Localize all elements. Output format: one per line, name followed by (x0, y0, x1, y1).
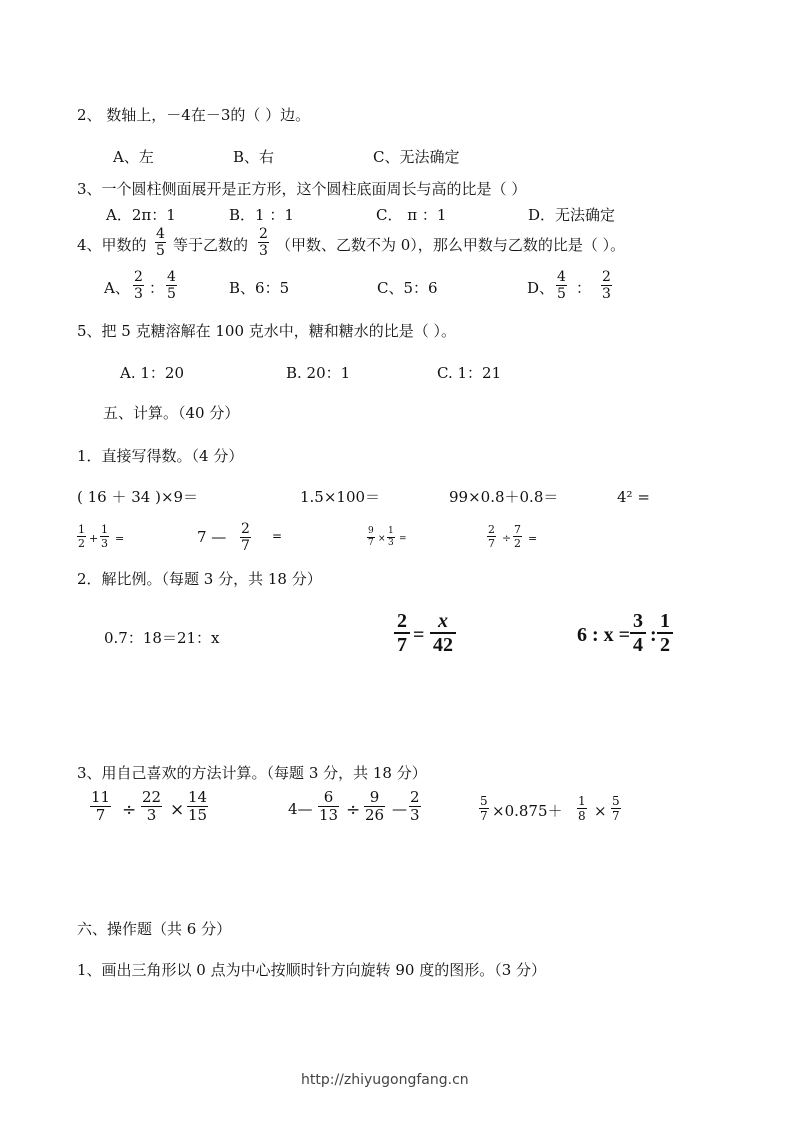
q4-option-a-fraction1 (133, 270, 144, 301)
q2-option-c: C、无法确定 (373, 148, 460, 166)
section5-sub3-title: 3、用自己喜欢的方法计算。（每题 3 分，共 18 分） (77, 764, 427, 782)
fraction-numerator: 14 (188, 788, 208, 806)
q2-option-b: B、右 (233, 148, 275, 166)
direct-calc-8-op: ÷ (502, 532, 512, 545)
q3-stem: 3、一个圆柱侧面展开是正方形，这个圆柱底面周长与高的比是（ ） (77, 180, 527, 198)
fraction-numerator: 4 (557, 269, 566, 285)
proportion-3-colon: : (650, 624, 657, 646)
section6-title: 六、操作题（共 6 分） (77, 920, 232, 938)
calc-3-frac2 (577, 795, 587, 822)
calc-1-op2: × (170, 800, 185, 820)
calc-3-op: × (594, 802, 607, 820)
fraction-numerator: 2 (602, 269, 611, 285)
q4-option-b: B、6：5 (229, 279, 290, 297)
fraction-denominator: 5 (156, 243, 165, 259)
calc-1-frac1 (90, 790, 111, 823)
fraction-numerator: 1 (78, 523, 85, 536)
calc-1-frac2 (141, 790, 162, 823)
proportion-2-eq: = (413, 624, 425, 646)
fraction-numerator: x (438, 610, 448, 632)
proportion-3-frac1 (630, 611, 646, 655)
q2-stem: 2、 数轴上，－4在－3的（ ）边。 (77, 106, 311, 124)
q3-option-d: D．无法确定 (528, 206, 616, 224)
fraction-denominator: 7 (480, 809, 488, 823)
calc-2-frac2 (364, 790, 385, 823)
direct-calc-3: 99×0.8＋0.8＝ (449, 488, 559, 506)
direct-calc-5-frac1 (77, 524, 86, 549)
q4-stem-part1: 4、甲数的 (77, 236, 147, 254)
q5-option-c: C. 1：21 (437, 364, 502, 382)
direct-calc-5-eq: = (115, 532, 125, 545)
proportion-2-frac1 (394, 611, 410, 655)
fraction-denominator: 26 (365, 806, 385, 824)
proportion-2-frac2 (430, 611, 456, 655)
direct-calc-7-frac2 (387, 527, 395, 548)
fraction-numerator: 2 (410, 788, 420, 806)
direct-calc-8-eq: = (528, 532, 538, 545)
section5-sub1-title: 1．直接写得数。（4 分） (77, 447, 244, 465)
fraction-numerator: 5 (612, 794, 620, 808)
fraction-denominator: 3 (134, 286, 143, 302)
fraction-denominator: 7 (612, 809, 620, 823)
q4-option-d-colon: ： (576, 279, 592, 297)
fraction-denominator: 3 (101, 537, 108, 550)
fraction-denominator: 3 (146, 806, 157, 824)
footer-url[interactable]: http://zhiyugongfang.cn (301, 1072, 469, 1088)
q4-option-a-fraction2 (166, 270, 177, 301)
calc-3-frac1 (479, 795, 489, 822)
direct-calc-7-op: × (378, 534, 386, 544)
calc-1-op1: ÷ (122, 800, 137, 820)
fraction-numerator: 4 (156, 226, 165, 242)
fraction-denominator: 2 (660, 634, 670, 656)
q3-option-b: B．1 ：1 (229, 206, 294, 224)
direct-calc-8-frac2 (513, 524, 522, 549)
fraction-denominator: 15 (188, 806, 208, 824)
calc-3-mid: ×0.875＋ (492, 802, 563, 820)
direct-calc-5-frac2 (100, 524, 109, 549)
fraction-denominator: 7 (488, 537, 495, 550)
calc-1-frac3 (187, 790, 208, 823)
fraction-numerator: 6 (323, 788, 334, 806)
calc-2-op2: — (392, 800, 407, 818)
direct-calc-6-lead: 7 — (197, 528, 227, 546)
fraction-numerator: 3 (633, 610, 643, 632)
section5-title: 五、计算。（40 分） (103, 404, 240, 422)
q4-option-d-label: D、 (527, 279, 555, 297)
fraction-denominator: 3 (410, 806, 420, 824)
q4-option-a-colon: ： (149, 279, 165, 297)
fraction-denominator: 2 (78, 537, 85, 550)
fraction-numerator: 2 (488, 523, 495, 536)
fraction-numerator: 2 (134, 269, 143, 285)
fraction-denominator: 5 (167, 286, 176, 302)
fraction-numerator: 7 (514, 523, 521, 536)
fraction-numerator: 4 (167, 269, 176, 285)
fraction-denominator: 7 (368, 538, 374, 548)
fraction-numerator: 2 (397, 610, 407, 632)
fraction-numerator: 9 (368, 526, 374, 536)
section6-q1: 1、画出三角形以 0 点为中心按顺时针方向旋转 90 度的图形。（3 分） (77, 961, 547, 979)
fraction-denominator: 7 (241, 538, 250, 554)
q4-option-c: C、5：6 (377, 279, 438, 297)
fraction-numerator: 1 (388, 526, 394, 536)
proportion-3-lead: 6 : x = (577, 624, 631, 646)
calc-3-frac3 (611, 795, 621, 822)
fraction-denominator: 2 (514, 537, 521, 550)
fraction-numerator: 1 (660, 610, 670, 632)
q4-option-a-label: A、 (104, 279, 130, 297)
q4-fraction-2-3 (258, 227, 269, 258)
fraction-denominator: 3 (388, 538, 394, 548)
fraction-numerator: 9 (369, 788, 380, 806)
fraction-denominator: 3 (259, 243, 268, 259)
fraction-numerator: 1 (101, 523, 108, 536)
fraction-numerator: 2 (259, 226, 268, 242)
fraction-denominator: 13 (319, 806, 339, 824)
q4-stem-part2: 等于乙数的 (173, 236, 249, 254)
q5-option-b: B. 20：1 (286, 364, 351, 382)
section5-sub2-title: 2．解比例。（每题 3 分，共 18 分） (77, 570, 322, 588)
q4-fraction-4-5 (155, 227, 166, 258)
direct-calc-6-eq: = (272, 529, 283, 543)
direct-calc-5-op: + (89, 532, 99, 545)
q4-option-d-fraction2 (601, 270, 612, 301)
fraction-numerator: 1 (578, 794, 586, 808)
fraction-denominator: 4 (633, 634, 643, 656)
q2-option-a: A、左 (113, 148, 154, 166)
fraction-denominator: 7 (95, 806, 106, 824)
fraction-denominator: 42 (433, 634, 453, 656)
direct-calc-6-frac (240, 522, 251, 553)
q4-stem-part3: （甲数、乙数不为 0），那么甲数与乙数的比是（ ）。 (276, 236, 626, 254)
fraction-denominator: 5 (557, 286, 566, 302)
proportion-1: 0.7：18＝21：x (104, 629, 220, 647)
fraction-numerator: 2 (241, 521, 250, 537)
fraction-denominator: 3 (602, 286, 611, 302)
proportion-3-frac2 (657, 611, 673, 655)
q3-option-a: A．2π：1 (106, 206, 176, 224)
direct-calc-7-frac1 (367, 527, 375, 548)
direct-calc-1: ( 16 ＋ 34 )×9＝ (77, 488, 199, 506)
calc-2-frac1 (318, 790, 339, 823)
q4-option-d-fraction1 (556, 270, 567, 301)
calc-2-lead: 4— (288, 800, 313, 818)
q5-option-a: A. 1：20 (120, 364, 184, 382)
direct-calc-8-frac1 (487, 524, 496, 549)
fraction-numerator: 5 (480, 794, 488, 808)
direct-calc-7-eq: = (399, 534, 407, 544)
fraction-numerator: 22 (142, 788, 162, 806)
calc-2-op1: ÷ (346, 800, 361, 820)
fraction-denominator: 8 (578, 809, 586, 823)
fraction-denominator: 7 (397, 634, 407, 656)
fraction-numerator: 11 (91, 788, 111, 806)
calc-2-frac3 (409, 790, 421, 823)
direct-calc-4: 4² = (617, 488, 650, 506)
q5-stem: 5、把 5 克糖溶解在 100 克水中，糖和糖水的比是（ ）。 (77, 322, 457, 340)
direct-calc-2: 1.5×100＝ (300, 488, 381, 506)
q3-option-c: C． π ：1 (376, 206, 447, 224)
